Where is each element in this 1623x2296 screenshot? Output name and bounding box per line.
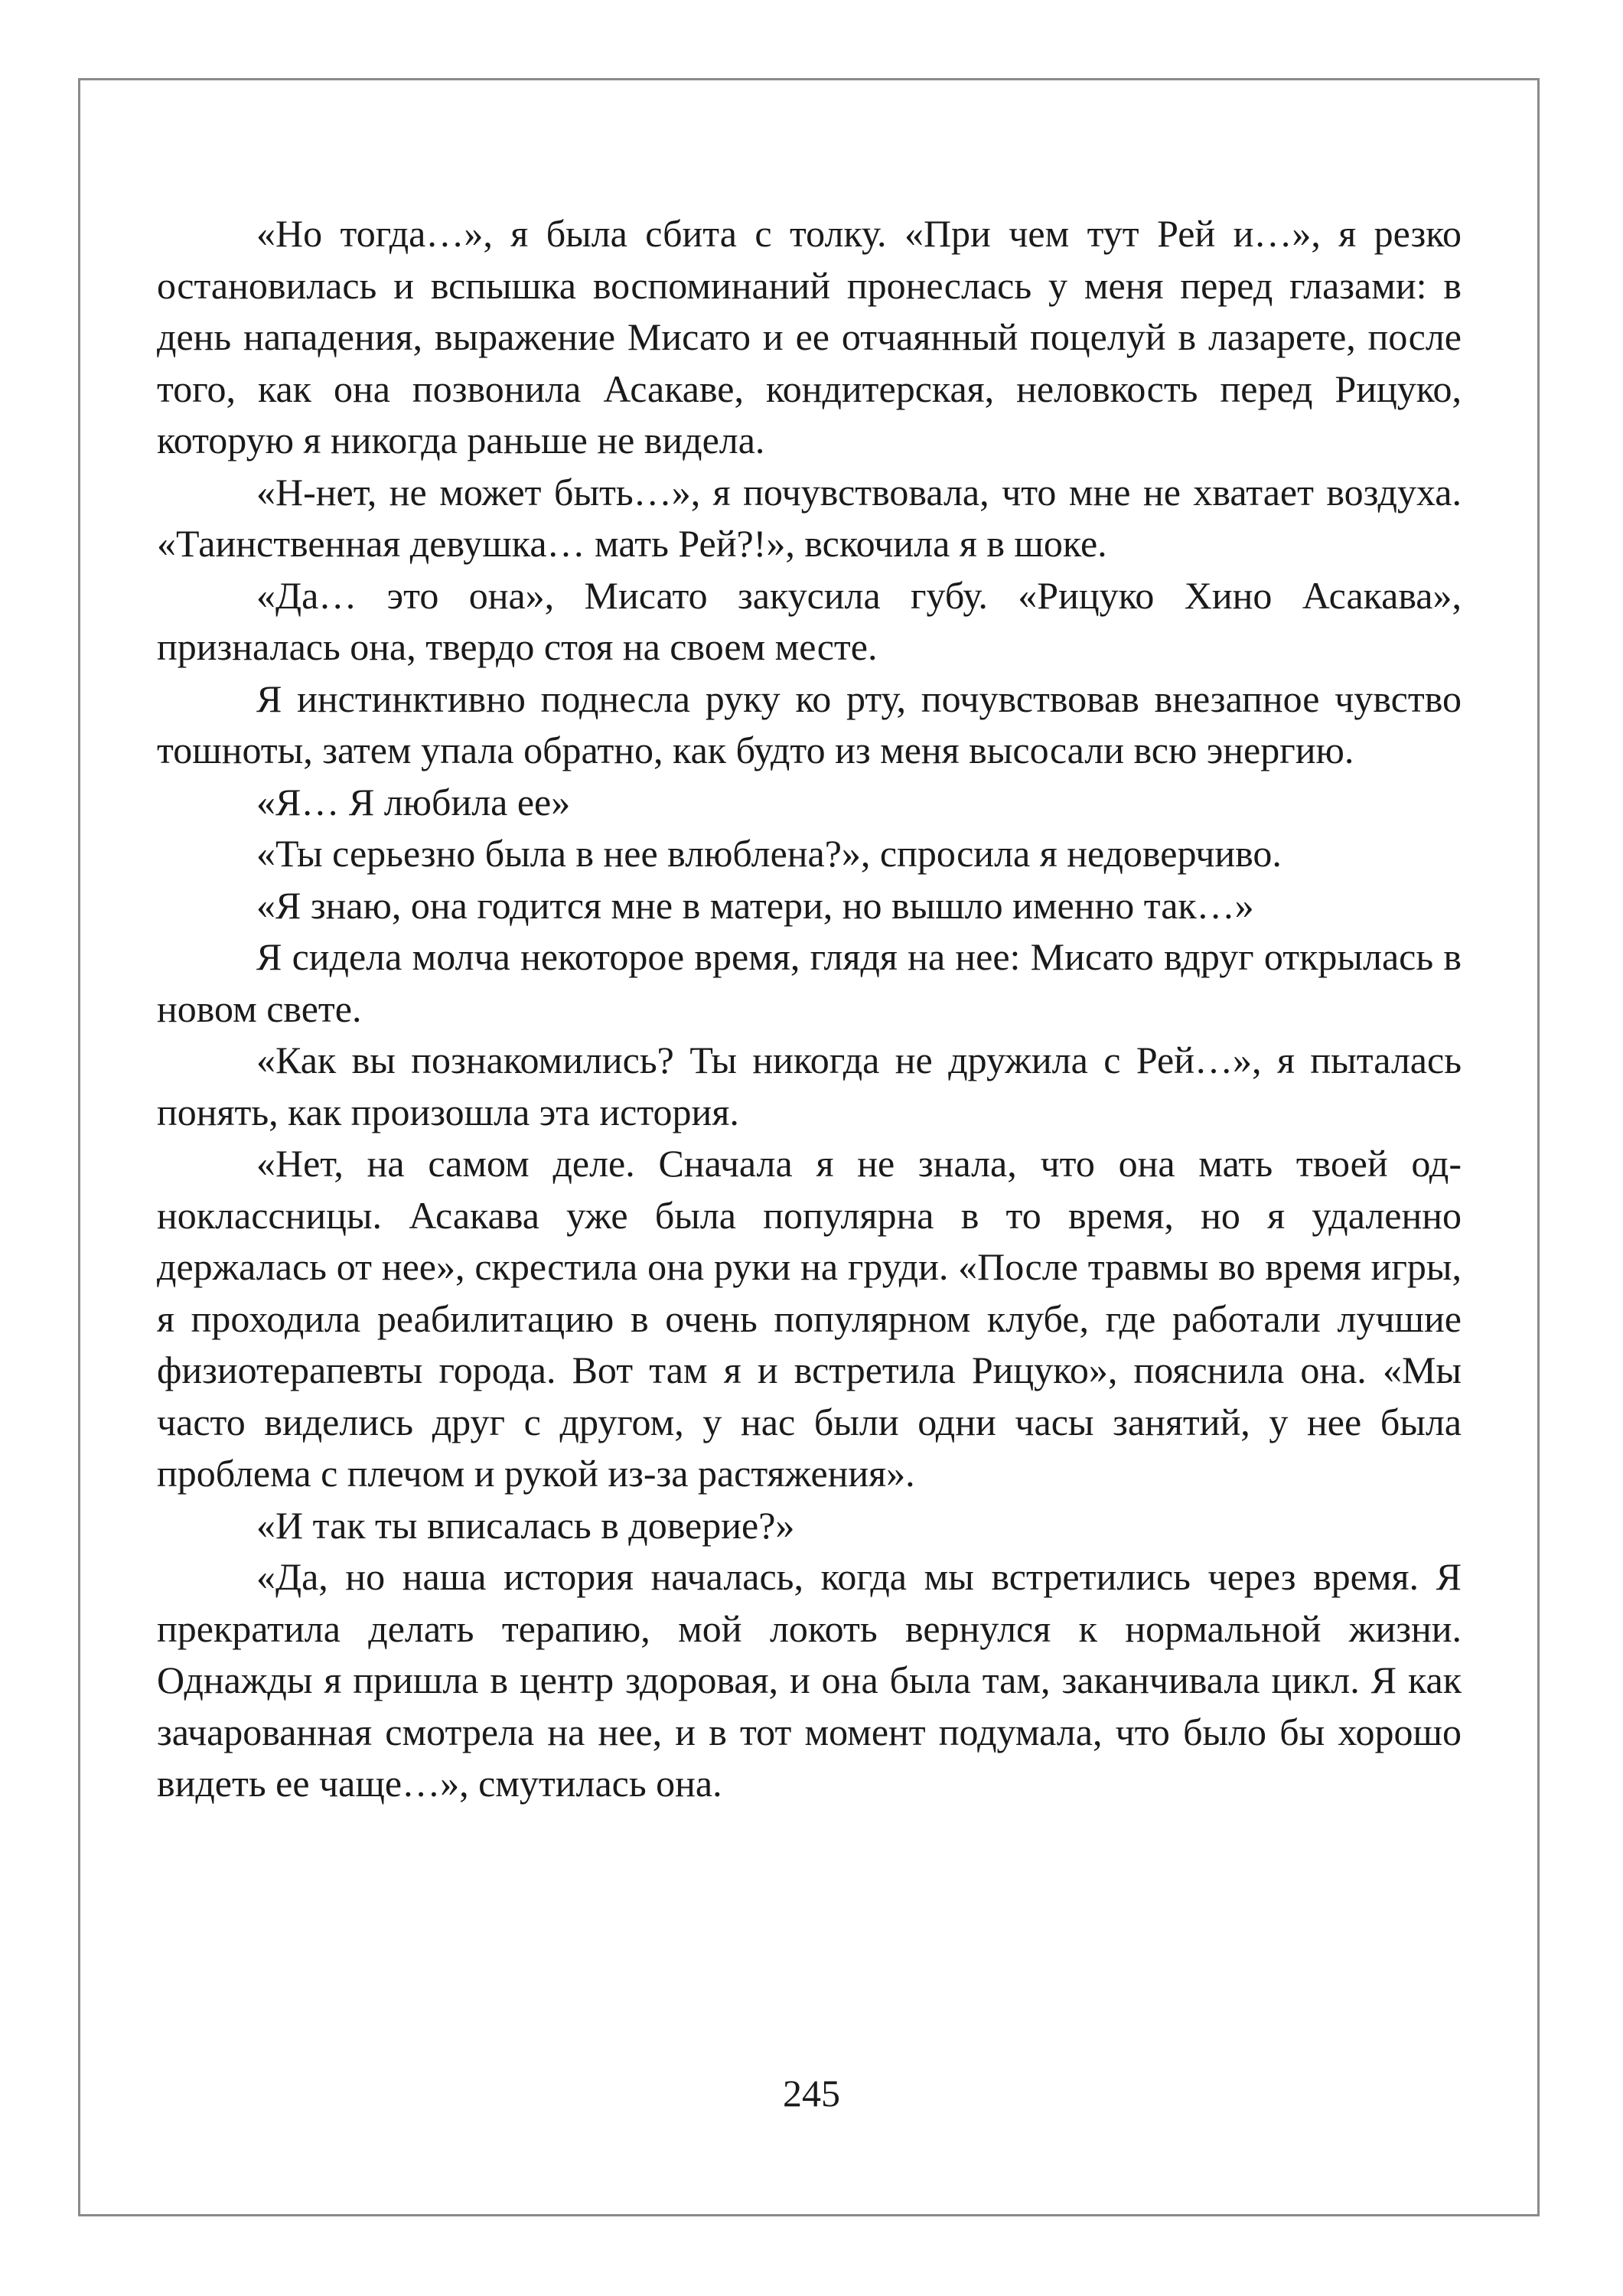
paragraph-10: «Нет, на самом деле. Сначала я не знала, что она мать твоей одноклассницы. Асакава уже была популярна в то время, но я удаленно держалась от нее», скрестила она руки на груди. «После травмы во время игры, я проходила реабилитацию в очень популярном клубе, где работали лучшие физиотерапевты города. Вот там я и встретила Рицуко», пояснила она. «Мы часто виделись друг с другом, у нас были одни часы занятий, у нее была проблема с плечом и рукой из-за растяжения». bbox=[157, 1142, 1462, 1495]
paragraph-8: Я сидела молча некоторое время, глядя на нее: Мисато вдруг открылась в новом свете. bbox=[157, 935, 1462, 1030]
paragraph-7: «Я знаю, она годится мне в матери, но вышло именно так…» bbox=[256, 883, 1254, 927]
body-text bbox=[157, 208, 1462, 1810]
paragraph-3: «Да… это она», Мисато закусила губу. «Рицуко Хино Асакава», призналась она, твердо стоя на своем месте. bbox=[157, 573, 1462, 668]
paragraph-12: «Да, но наша история началась, когда мы встретились через время. Я прекратила делать терапию, мой локоть вернулся к нормальной жизни. Однажды я пришла в центр здоровая, и она была там, заканчивала цикл. Я как зачарованная смотрела на нее, и в тот момент подумала, что было бы хорошо видеть ее чаще…», смутилась она. bbox=[157, 1555, 1462, 1805]
paragraph-9: «Как вы познакомились? Ты никогда не дружила с Рей…», я пыталась понять, как произошла эта история. bbox=[157, 1039, 1462, 1133]
paragraph-6: «Ты серьезно была в нее влюблена?», спросила я недоверчиво. bbox=[256, 832, 1282, 875]
paragraph-5: «Я… Я любила ее» bbox=[256, 780, 571, 823]
paragraph-11: «И так ты вписалась в доверие?» bbox=[256, 1503, 795, 1547]
paragraph-2: «Н-нет, не может быть…», я почувствовала, что мне не хватает воздуха. «Таинственная девушка… мать Рей?!», вскочила я в шоке. bbox=[157, 470, 1462, 565]
paragraph-4: Я инстинктивно поднесла руку ко рту, почувствовав внезапное чувство тошноты, затем упала обратно, как будто из меня высосали всю энергию. bbox=[157, 677, 1462, 771]
page-number: 245 bbox=[783, 2072, 840, 2115]
paragraph-1: «Но тогда…», я была сбита с толку. «При чем тут Рей и…», я резко остановилась и вспышка воспоминаний пронеслась у меня перед глазами: в день нападения, выражение Мисато и ее отчаянный поцелуй в лазарете, после того, как она позвонила Асакаве, кондитерская, неловкость перед Рицуко, которую я никогда раньше не видела. bbox=[157, 212, 1462, 461]
